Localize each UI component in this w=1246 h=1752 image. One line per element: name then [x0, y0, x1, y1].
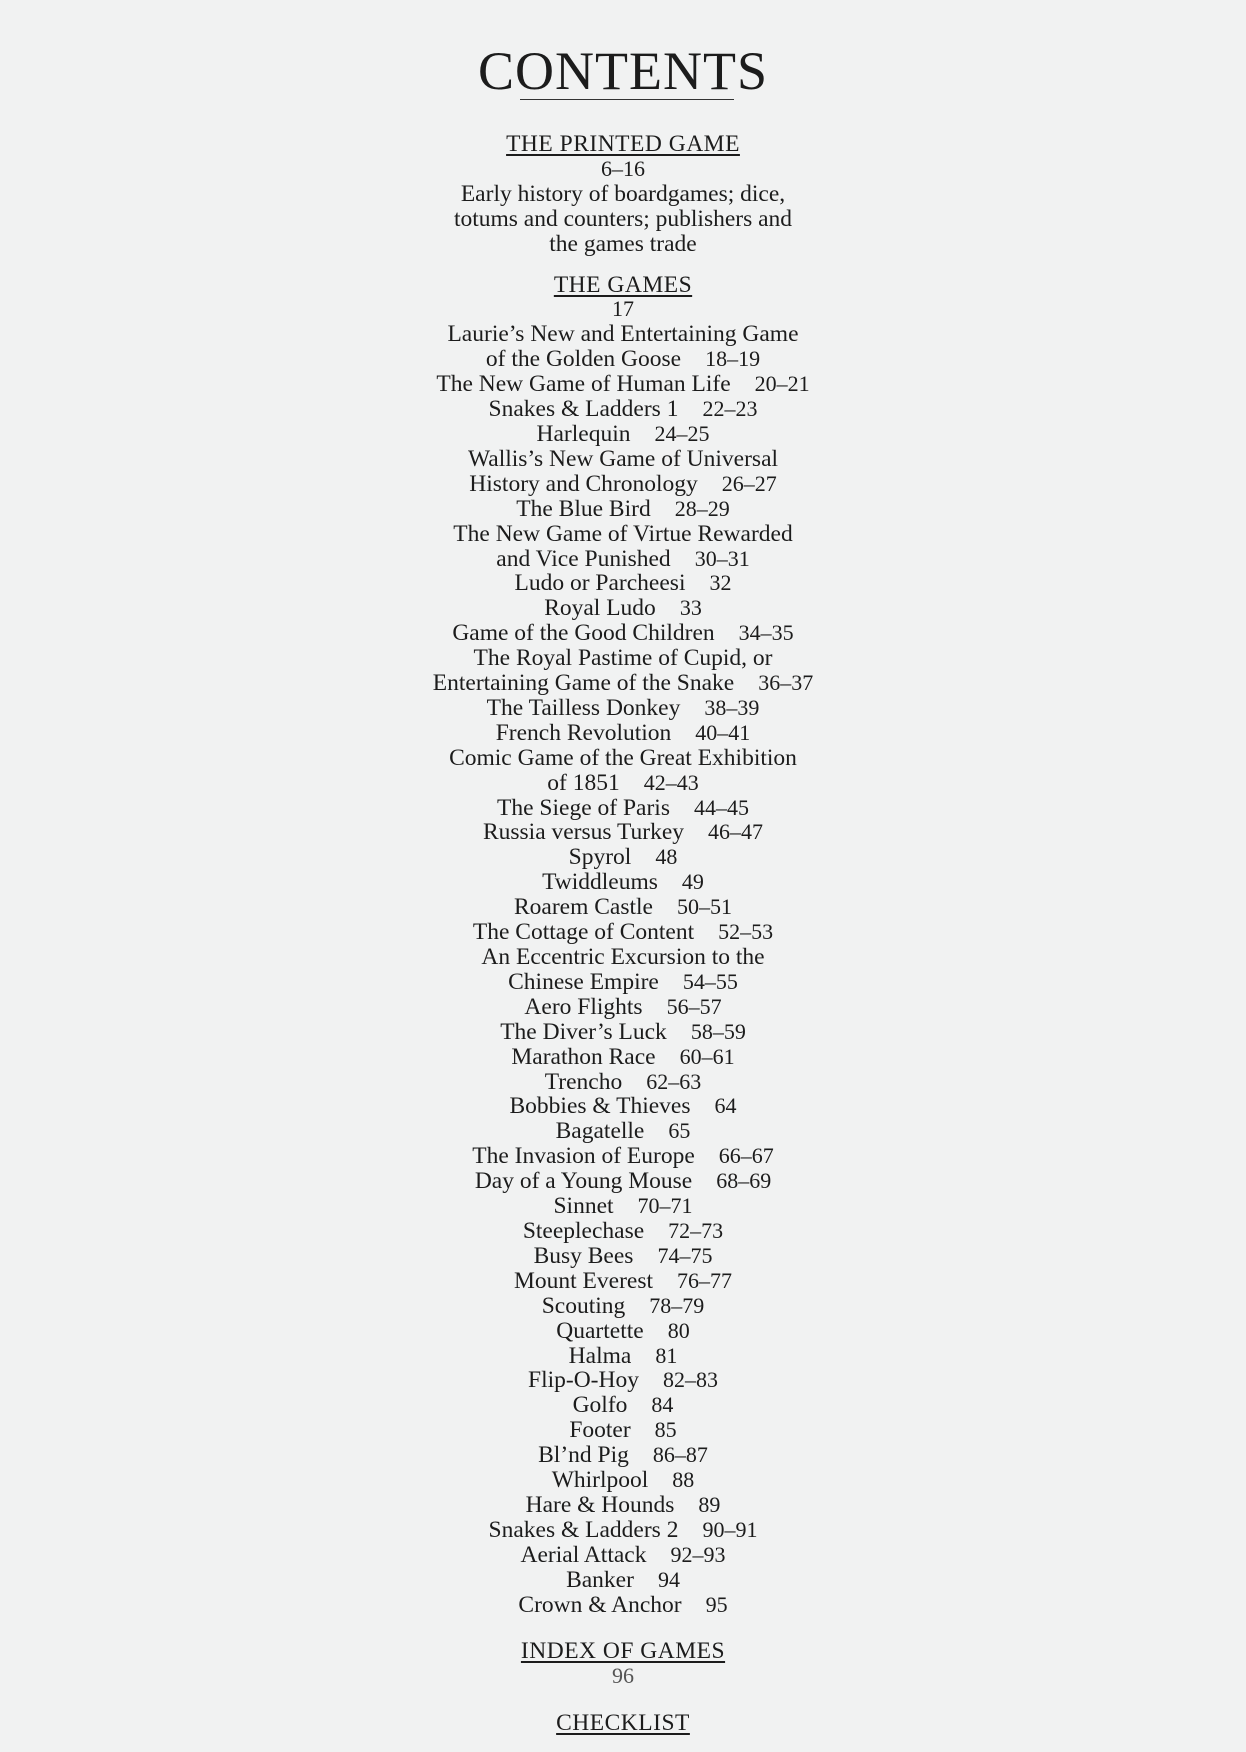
entry-pages: 36–37 — [758, 670, 814, 696]
entry-pages: 54–55 — [682, 968, 738, 994]
entry-line — [0, 1045, 1246, 1070]
section-title: THE GAMES — [553, 271, 693, 298]
entry-pages: 34–35 — [738, 620, 794, 646]
entry-pages: 62–63 — [646, 1068, 702, 1094]
entry-line — [0, 1294, 1246, 1319]
entry-line — [0, 920, 1246, 945]
description-line: totums and counters; publishers and — [453, 205, 793, 232]
entry-line — [0, 870, 1246, 895]
description-line: the games trade — [549, 230, 697, 257]
list-item — [0, 1144, 1246, 1169]
entry-title: Day of a Young Mouse — [474, 1168, 693, 1195]
list-item — [0, 696, 1246, 721]
entry-pages: 89 — [698, 1491, 721, 1517]
page-title: CONTENTS — [478, 41, 768, 101]
entry-line — [0, 1169, 1246, 1194]
entry-line — [0, 347, 1246, 372]
entry-line — [0, 1593, 1246, 1618]
list-item — [0, 1269, 1246, 1294]
list-item — [0, 920, 1246, 945]
entry-title: The New Game of Human Life — [436, 371, 731, 398]
entry-pages: 81 — [655, 1342, 678, 1368]
list-item — [0, 1493, 1246, 1518]
list-item — [0, 1070, 1246, 1095]
entry-pages: 66–67 — [718, 1143, 774, 1169]
entry-line — [0, 1368, 1246, 1393]
list-item — [0, 372, 1246, 397]
entry-title: Footer — [569, 1417, 631, 1444]
entry-title: Harlequin — [536, 420, 631, 447]
list-item — [0, 870, 1246, 895]
entry-pages: 72–73 — [668, 1217, 724, 1243]
entry-title: The Diver’s Luck — [500, 1018, 667, 1045]
list-item — [0, 945, 1246, 995]
list-item — [0, 1094, 1246, 1119]
list-item — [0, 1518, 1246, 1543]
entry-line — [0, 1144, 1246, 1169]
entry-title: Crown & Anchor — [518, 1591, 682, 1618]
entry-title: of 1851 — [547, 769, 620, 796]
entry-title: The Blue Bird — [516, 495, 651, 522]
entry-pages: 22–23 — [702, 396, 758, 422]
list-item — [0, 1443, 1246, 1468]
entry-title: and Vice Punished — [496, 545, 671, 572]
entry-line — [0, 671, 1246, 696]
entry-line — [0, 571, 1246, 596]
list-item — [0, 571, 1246, 596]
list-item — [0, 397, 1246, 422]
entry-title: Aerial Attack — [520, 1541, 647, 1568]
entry-line — [0, 1393, 1246, 1418]
entry-line — [0, 372, 1246, 397]
entry-title: Mount Everest — [513, 1267, 653, 1294]
entry-line — [0, 721, 1246, 746]
entry-title: The Invasion of Europe — [472, 1143, 695, 1170]
entry-line — [0, 497, 1246, 522]
entry-title: Golfo — [572, 1392, 628, 1419]
entry-pages: 90–91 — [702, 1516, 758, 1542]
section-title: CHECKLIST — [556, 1710, 690, 1737]
entry-line — [0, 397, 1246, 422]
entry-pages: 30–31 — [694, 545, 750, 571]
list-item — [0, 1393, 1246, 1418]
list-item — [0, 1543, 1246, 1568]
entry-title: Sinnet — [553, 1193, 614, 1220]
list-item — [0, 995, 1246, 1020]
entry-pages: 44–45 — [693, 794, 749, 820]
entry-line — [0, 472, 1246, 497]
entry-pages: 18–19 — [705, 346, 761, 372]
entry-pages: 84 — [651, 1392, 674, 1418]
entry-pages: 65 — [668, 1118, 691, 1144]
entry-title: Bagatelle — [555, 1118, 645, 1145]
section-title: INDEX OF GAMES — [520, 1638, 726, 1665]
entry-pages: 95 — [705, 1591, 728, 1617]
entry-title: Snakes & Ladders 2 — [488, 1516, 679, 1543]
list-item — [0, 422, 1246, 447]
entry-title: The New Game of Virtue Rewarded — [453, 520, 793, 547]
entry-line — [0, 447, 1246, 472]
entry-line — [0, 1020, 1246, 1045]
entry-pages: 42–43 — [643, 769, 699, 795]
list-item — [0, 1219, 1246, 1244]
list-item — [0, 1119, 1246, 1144]
entry-title: Bobbies & Thieves — [509, 1093, 691, 1120]
entry-line — [0, 796, 1246, 821]
entry-line — [0, 995, 1246, 1020]
entry-pages: 60–61 — [679, 1043, 735, 1069]
entry-line — [0, 1443, 1246, 1468]
entry-pages: 92–93 — [670, 1541, 726, 1567]
entry-pages: 40–41 — [695, 719, 751, 745]
list-item — [0, 1194, 1246, 1219]
title-wrap — [0, 41, 1246, 101]
table-of-contents — [0, 132, 1246, 1752]
entry-line — [0, 895, 1246, 920]
entry-line — [0, 422, 1246, 447]
entry-pages: 38–39 — [704, 694, 760, 720]
entry-pages: 28–29 — [674, 495, 730, 521]
list-item — [0, 322, 1246, 372]
section-pages: 17 — [612, 296, 634, 322]
entry-line — [0, 1468, 1246, 1493]
entry-line — [0, 820, 1246, 845]
entry-line — [0, 746, 1246, 771]
entry-line — [0, 1219, 1246, 1244]
entry-line — [0, 621, 1246, 646]
entry-title: Wallis’s New Game of Universal — [467, 445, 779, 472]
entry-line — [0, 1119, 1246, 1144]
entry-title: of the Golden Goose — [485, 346, 682, 373]
entry-pages: 52–53 — [718, 919, 774, 945]
entry-pages: 48 — [655, 844, 678, 870]
entry-line — [0, 646, 1246, 671]
entry-title: Royal Ludo — [544, 595, 656, 622]
entry-pages: 80 — [667, 1317, 690, 1343]
list-item — [0, 1169, 1246, 1194]
description-line: Early history of boardgames; dice, — [460, 180, 786, 207]
list-item — [0, 1045, 1246, 1070]
entry-pages: 88 — [672, 1467, 695, 1493]
list-item — [0, 721, 1246, 746]
entry-pages: 49 — [681, 869, 704, 895]
entry-line — [0, 1194, 1246, 1219]
entry-title: Snakes & Ladders 1 — [488, 396, 679, 423]
list-item — [0, 1319, 1246, 1344]
entry-title: Bl’nd Pig — [538, 1442, 629, 1469]
section-pages: 96 — [612, 1663, 634, 1689]
entry-line — [0, 970, 1246, 995]
entry-title: French Revolution — [495, 719, 672, 746]
entry-pages: 74–75 — [657, 1242, 713, 1268]
entry-line — [0, 596, 1246, 621]
entry-line — [0, 845, 1246, 870]
entry-pages: 24–25 — [654, 420, 710, 446]
entry-line — [0, 1518, 1246, 1543]
entry-pages: 26–27 — [721, 470, 777, 496]
entry-pages: 76–77 — [677, 1267, 732, 1293]
games-list — [0, 322, 1246, 1617]
entry-line — [0, 547, 1246, 572]
entry-line — [0, 1543, 1246, 1568]
list-item — [0, 522, 1246, 572]
entry-line — [0, 522, 1246, 547]
entry-pages: 50–51 — [677, 894, 732, 920]
entry-title: Hare & Hounds — [525, 1491, 675, 1518]
list-item — [0, 820, 1246, 845]
entry-line — [0, 1568, 1246, 1593]
entry-line — [0, 1094, 1246, 1119]
section-games — [0, 273, 1246, 1618]
entry-pages: 68–69 — [716, 1168, 772, 1194]
list-item — [0, 1244, 1246, 1269]
entry-title: The Tailless Donkey — [486, 694, 681, 721]
list-item — [0, 646, 1246, 696]
entry-title: Steeplechase — [522, 1217, 645, 1244]
entry-line — [0, 1493, 1246, 1518]
entry-line — [0, 1244, 1246, 1269]
entry-pages: 78–79 — [649, 1292, 705, 1318]
entry-title: Spyrol — [568, 844, 632, 871]
entry-title: The Siege of Paris — [497, 794, 670, 821]
section-title-wrap — [0, 1711, 1246, 1736]
entry-title: Flip-O-Hoy — [528, 1367, 639, 1394]
list-item — [0, 845, 1246, 870]
entry-pages: 82–83 — [662, 1367, 718, 1393]
entry-line — [0, 771, 1246, 796]
entry-title: Chinese Empire — [508, 968, 659, 995]
entry-pages: 86–87 — [652, 1442, 708, 1468]
list-item — [0, 1344, 1246, 1369]
list-item — [0, 1020, 1246, 1045]
entry-line — [0, 1319, 1246, 1344]
entry-title: Comic Game of the Great Exhibition — [449, 744, 797, 771]
entry-line — [0, 322, 1246, 347]
entry-pages: 58–59 — [690, 1018, 746, 1044]
entry-pages: 20–21 — [754, 371, 810, 397]
section-index — [0, 1639, 1246, 1689]
entry-pages: 32 — [709, 570, 732, 596]
list-item — [0, 497, 1246, 522]
list-item — [0, 1418, 1246, 1443]
list-item — [0, 796, 1246, 821]
entry-pages: 33 — [679, 595, 702, 621]
list-item — [0, 447, 1246, 497]
list-item — [0, 895, 1246, 920]
entry-title: Twiddleums — [542, 869, 658, 896]
entry-line — [0, 1070, 1246, 1095]
section-pages: 6–16 — [601, 155, 645, 181]
entry-line — [0, 1418, 1246, 1443]
entry-pages: 70–71 — [637, 1193, 693, 1219]
entry-title: History and Chronology — [469, 470, 698, 497]
entry-line — [0, 1269, 1246, 1294]
section-title-wrap — [0, 1639, 1246, 1664]
section-title: THE PRINTED GAME — [506, 131, 740, 157]
entry-title: Scouting — [541, 1292, 626, 1319]
entry-title: Banker — [566, 1566, 634, 1593]
entry-title: Entertaining Game of the Snake — [432, 670, 735, 697]
section-title-wrap — [0, 273, 1246, 298]
list-item — [0, 746, 1246, 796]
section-title-wrap — [0, 132, 1246, 157]
entry-title: Aero Flights — [524, 993, 643, 1020]
entry-title: The Cottage of Content — [472, 919, 695, 946]
entry-line — [0, 1344, 1246, 1369]
entry-title: Game of the Good Children — [452, 620, 715, 647]
entry-title: Whirlpool — [551, 1467, 649, 1494]
entry-title: Halma — [568, 1342, 632, 1369]
entry-title: Quartette — [556, 1317, 644, 1344]
entry-title: Busy Bees — [533, 1242, 634, 1269]
entry-pages: 64 — [714, 1093, 737, 1119]
entry-title: Ludo or Parcheesi — [514, 570, 686, 597]
entry-line — [0, 696, 1246, 721]
section-checklist — [0, 1711, 1246, 1736]
list-item — [0, 1368, 1246, 1393]
entry-title: Russia versus Turkey — [482, 819, 685, 846]
entry-pages: 56–57 — [666, 993, 722, 1019]
entry-pages: 46–47 — [708, 819, 764, 845]
list-item — [0, 1593, 1246, 1618]
entry-title: Trencho — [544, 1068, 623, 1095]
list-item — [0, 596, 1246, 621]
list-item — [0, 621, 1246, 646]
entry-title: Roarem Castle — [513, 894, 653, 921]
list-item — [0, 1568, 1246, 1593]
entry-line — [0, 945, 1246, 970]
entry-title: Laurie’s New and Entertaining Game — [447, 321, 799, 348]
entry-title: The Royal Pastime of Cupid, or — [473, 645, 773, 672]
entry-pages: 85 — [654, 1417, 677, 1443]
entry-title: An Eccentric Excursion to the — [481, 944, 765, 970]
section-printed-game — [0, 132, 1246, 257]
list-item — [0, 1294, 1246, 1319]
list-item — [0, 1468, 1246, 1493]
entry-pages: 94 — [657, 1566, 680, 1592]
entry-title: Marathon Race — [511, 1043, 656, 1070]
